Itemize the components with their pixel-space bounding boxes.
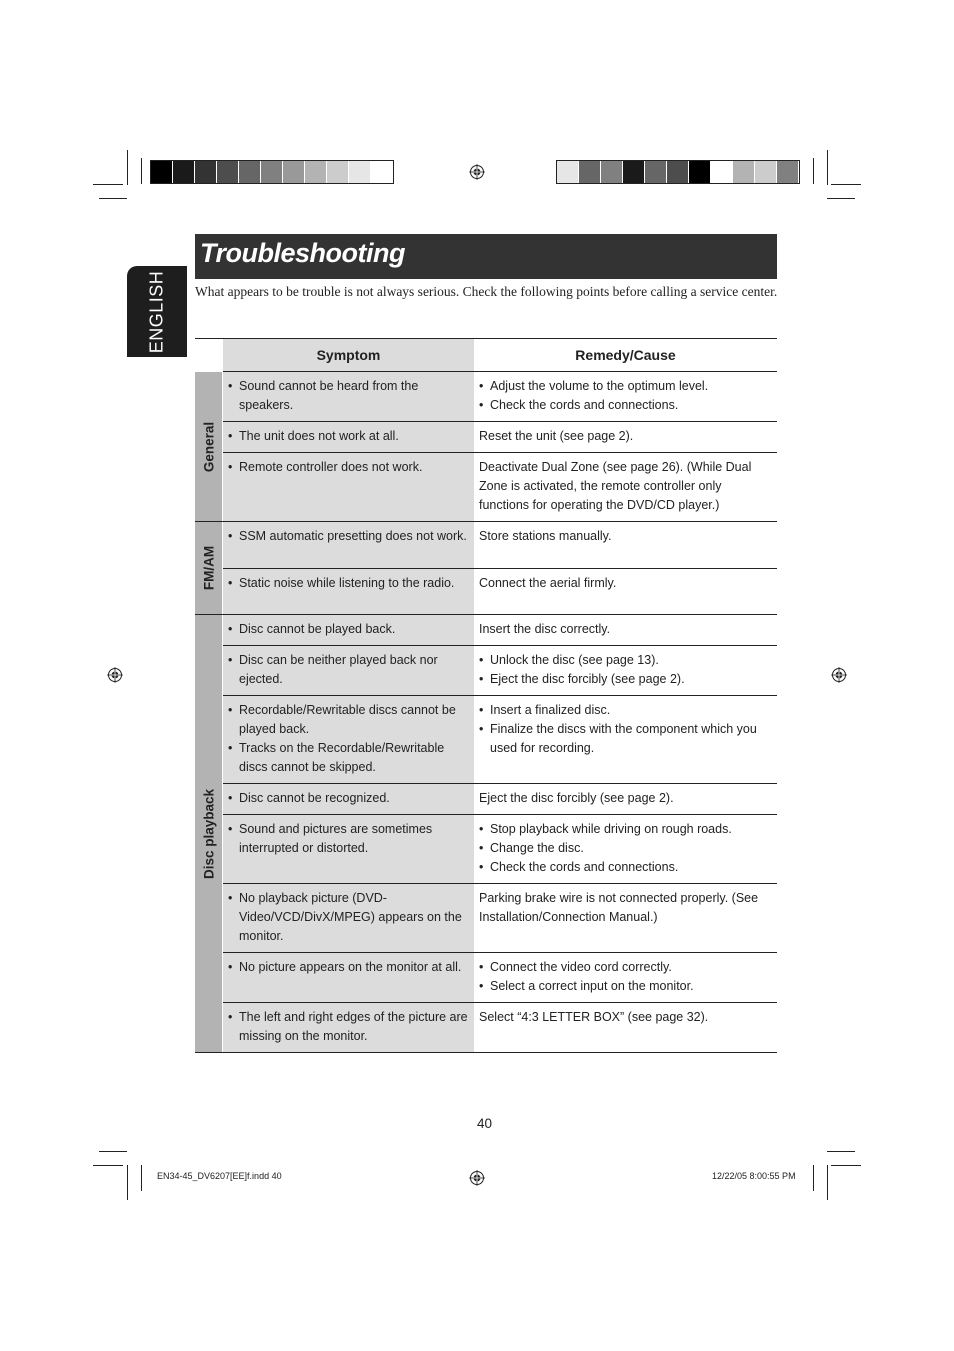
symptom-cell [223, 1003, 474, 1052]
symptom-cell [223, 696, 474, 783]
color-swatch [645, 161, 667, 183]
header-remedy: Remedy/Cause [575, 347, 676, 363]
color-swatch [217, 161, 239, 183]
registration-mark-icon [469, 164, 485, 180]
footer-file-info: EN34-45_DV6207[EE]f.indd 40 [157, 1171, 282, 1181]
symptom-item: • The left and right edges of the picture are missing on the monitor. [228, 1008, 468, 1046]
remedy-item: • Adjust the volume to the optimum level. [479, 377, 773, 396]
remedy-item: • Stop playback while driving on rough roads. [479, 820, 773, 839]
remedy-text: Parking brake wire is not connected properly. (See Installation/Connection Manual.) [479, 891, 759, 924]
symptom-item: • Tracks on the Recordable/Rewritable discs cannot be skipped. [228, 739, 468, 777]
symptom-item: • Disc can be neither played back nor ejected. [228, 651, 468, 689]
registration-mark-icon [469, 1170, 485, 1186]
symptom-cell [223, 453, 474, 521]
table-row [223, 372, 777, 421]
color-swatch [711, 161, 733, 183]
symptom-item: • Disc cannot be recognized. [228, 789, 468, 808]
table-row [223, 695, 777, 783]
section-label-bar [195, 615, 222, 1052]
section-fm-am [195, 522, 777, 615]
remedy-cell [474, 1003, 777, 1052]
color-swatch [601, 161, 623, 183]
title-banner [195, 234, 777, 279]
remedy-cell [474, 372, 777, 421]
table-row [223, 814, 777, 883]
symptom-item: • Sound cannot be heard from the speakers. [228, 377, 468, 415]
table-row [223, 645, 777, 695]
footer-timestamp: 12/22/05 8:00:55 PM [712, 1171, 796, 1181]
symptom-cell [223, 615, 474, 645]
section-label-bar [195, 522, 222, 614]
section-disc-playback [195, 615, 777, 1053]
symptom-cell [223, 815, 474, 883]
symptom-item: • No playback picture (DVD-Video/VCD/DivX/MPEG) appears on the monitor. [228, 889, 468, 946]
remedy-text: Deactivate Dual Zone (see page 26). (While Dual Zone is activated, the remote controller only functions for operating the DVD/CD player.) [479, 460, 752, 512]
remedy-item: • Insert a finalized disc. [479, 701, 773, 720]
page-number: 40 [477, 1116, 493, 1131]
symptom-cell [223, 372, 474, 421]
remedy-cell [474, 784, 777, 814]
remedy-text: Reset the unit (see page 2). [479, 429, 634, 443]
color-swatch [239, 161, 261, 183]
section-general [195, 372, 777, 522]
symptom-item: • Remote controller does not work. [228, 458, 468, 477]
remedy-cell [474, 569, 777, 614]
color-swatch [261, 161, 283, 183]
color-swatch [777, 161, 799, 183]
color-swatch [755, 161, 777, 183]
color-swatch [557, 161, 579, 183]
table-header [195, 338, 777, 372]
remedy-text: Connect the aerial firmly. [479, 576, 617, 590]
table-row [223, 568, 777, 614]
table-row [223, 452, 777, 521]
remedy-text: Eject the disc forcibly (see page 2). [479, 791, 674, 805]
troubleshooting-table [195, 338, 777, 1053]
color-swatch [283, 161, 305, 183]
section-label: FM/AM [201, 545, 216, 591]
color-swatch [689, 161, 711, 183]
symptom-item: • Static noise while listening to the radio. [228, 574, 468, 593]
registration-mark-icon [831, 667, 847, 683]
symptom-item: • SSM automatic presetting does not work. [228, 527, 468, 546]
color-bar-right [556, 160, 800, 184]
symptom-cell [223, 953, 474, 1002]
remedy-cell [474, 422, 777, 452]
remedy-cell [474, 646, 777, 695]
color-swatch [579, 161, 601, 183]
language-tab [127, 266, 187, 357]
registration-mark-icon [107, 667, 123, 683]
symptom-cell [223, 422, 474, 452]
color-swatch [327, 161, 349, 183]
remedy-cell [474, 815, 777, 883]
remedy-text: Insert the disc correctly. [479, 622, 611, 636]
header-symptom: Symptom [223, 339, 474, 371]
remedy-item: • Check the cords and connections. [479, 858, 773, 877]
remedy-cell [474, 522, 777, 568]
remedy-item: • Eject the disc forcibly (see page 2). [479, 670, 773, 689]
symptom-item: • Recordable/Rewritable discs cannot be played back. [228, 701, 468, 739]
color-swatch [151, 161, 173, 183]
symptom-cell [223, 569, 474, 614]
remedy-cell [474, 953, 777, 1002]
symptom-cell [223, 884, 474, 952]
symptom-cell [223, 784, 474, 814]
remedy-item: • Change the disc. [479, 839, 773, 858]
page-title: Troubleshooting [200, 238, 405, 268]
section-label-bar [195, 372, 222, 521]
remedy-item: • Check the cords and connections. [479, 396, 773, 415]
remedy-text: Select “4:3 LETTER BOX” (see page 32). [479, 1010, 709, 1024]
color-swatch [305, 161, 327, 183]
table-row [223, 883, 777, 952]
symptom-cell [223, 522, 474, 568]
remedy-item: • Finalize the discs with the component which you used for recording. [479, 720, 773, 758]
section-label: Disc playback [201, 788, 216, 879]
symptom-cell [223, 646, 474, 695]
color-bar-left [150, 160, 394, 184]
intro-text: What appears to be trouble is not always serious. Check the following points before calling a service center. [195, 284, 778, 299]
remedy-item: • Unlock the disc (see page 13). [479, 651, 773, 670]
language-tab-label: ENGLISH [146, 270, 167, 353]
remedy-cell [474, 696, 777, 783]
color-swatch [349, 161, 371, 183]
color-swatch [623, 161, 645, 183]
color-swatch [733, 161, 755, 183]
section-label: General [201, 421, 216, 472]
symptom-item: • Sound and pictures are sometimes interrupted or distorted. [228, 820, 468, 858]
color-swatch [173, 161, 195, 183]
table-row [223, 952, 777, 1002]
table-row [223, 421, 777, 452]
color-swatch [667, 161, 689, 183]
symptom-item: • Disc cannot be played back. [228, 620, 468, 639]
symptom-item: • No picture appears on the monitor at all. [228, 958, 468, 977]
color-swatch [195, 161, 217, 183]
remedy-item: • Select a correct input on the monitor. [479, 977, 773, 996]
table-row [223, 615, 777, 645]
remedy-cell [474, 884, 777, 952]
color-swatch [371, 161, 393, 183]
remedy-cell [474, 615, 777, 645]
table-body [195, 372, 777, 1053]
remedy-cell [474, 453, 777, 521]
symptom-item: • The unit does not work at all. [228, 427, 468, 446]
remedy-text: Store stations manually. [479, 529, 612, 543]
remedy-item: • Connect the video cord correctly. [479, 958, 773, 977]
table-row [223, 783, 777, 814]
table-row [223, 522, 777, 568]
table-row [223, 1002, 777, 1052]
